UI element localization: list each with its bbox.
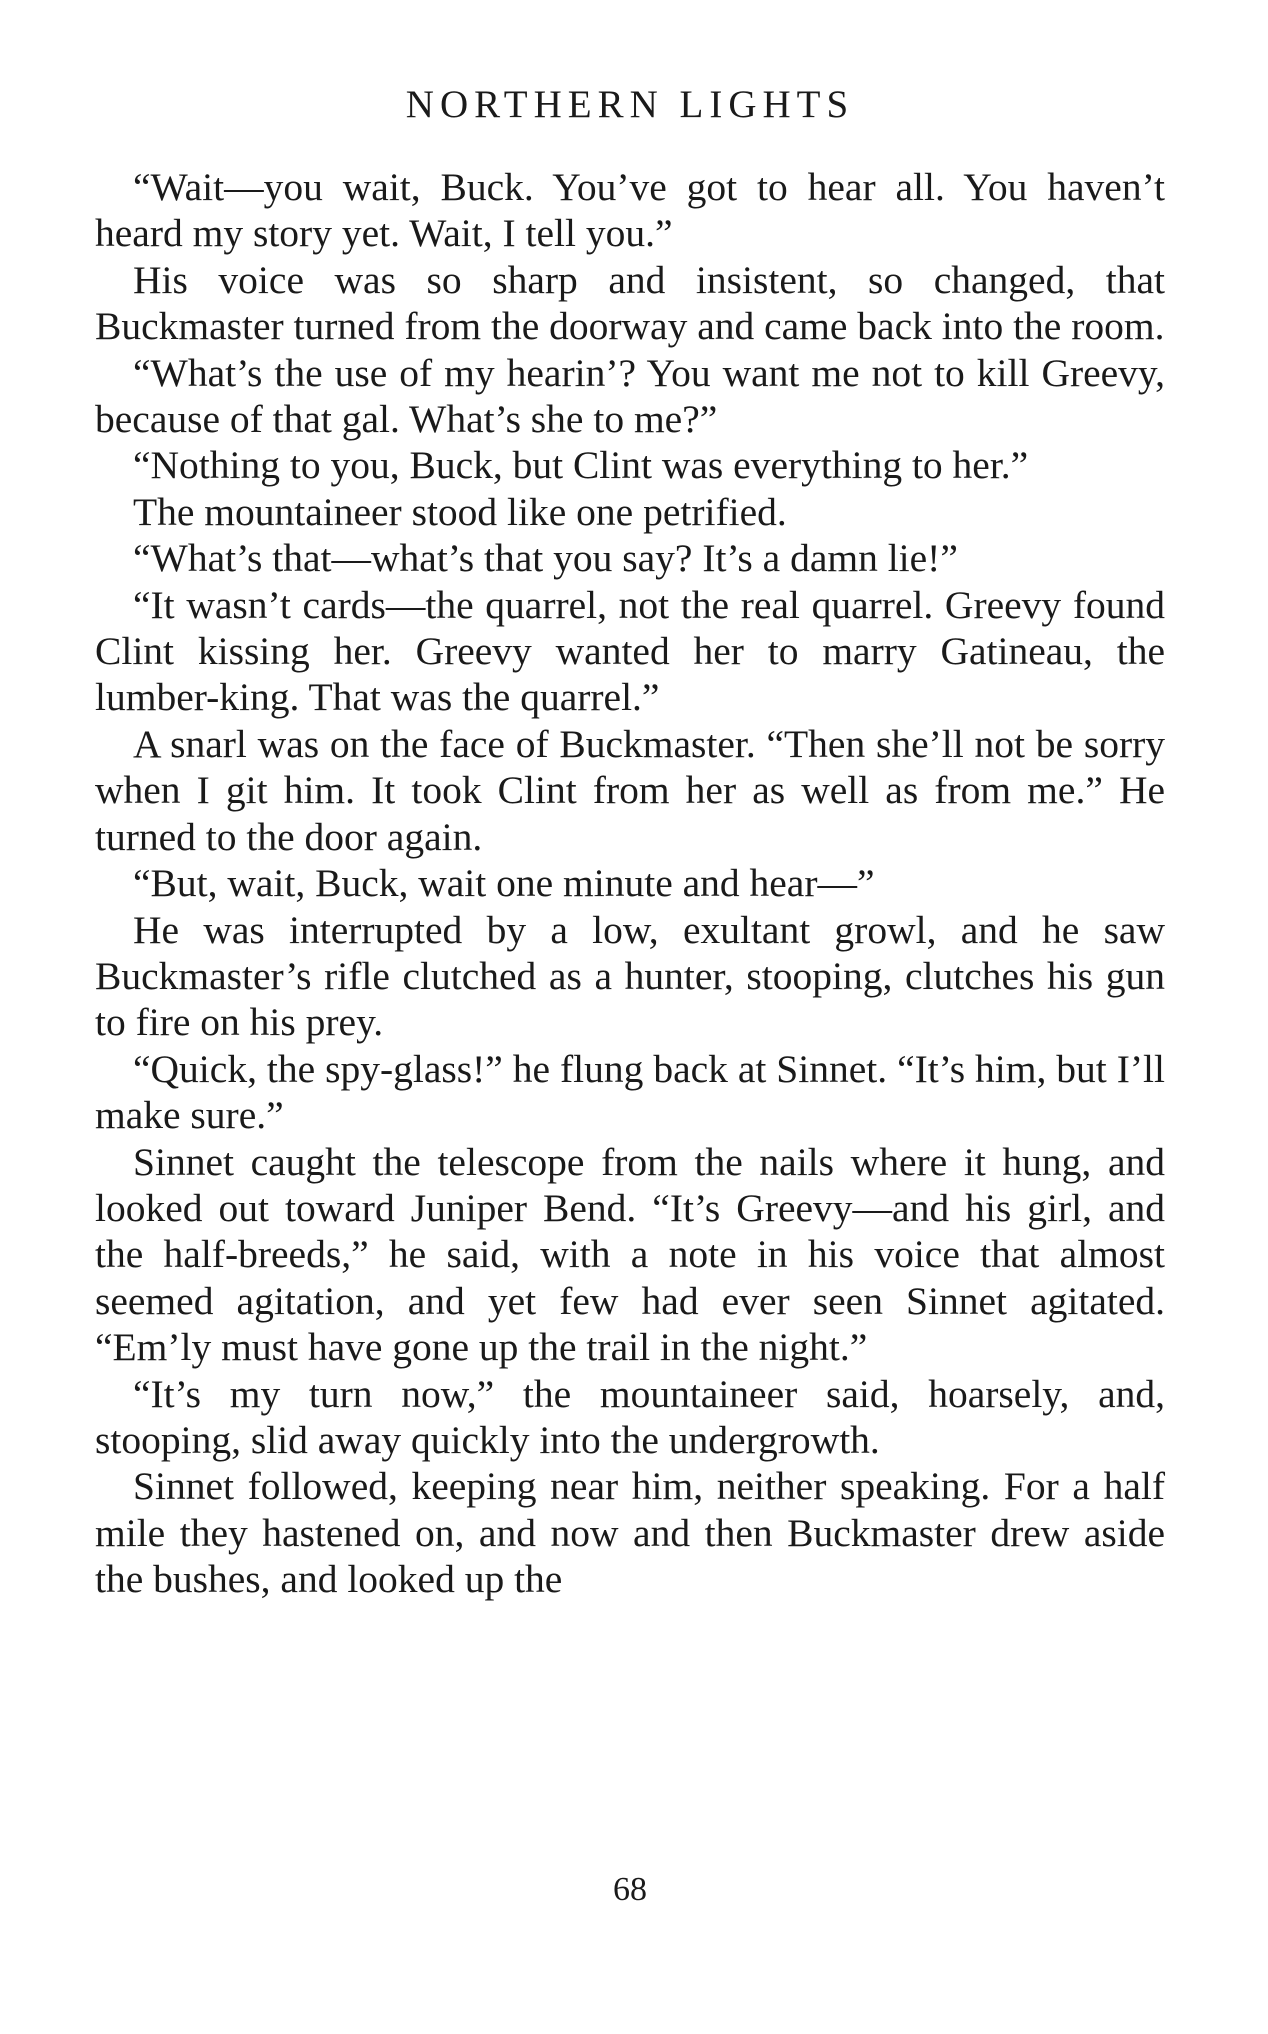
paragraph-3: “What’s the use of my hearin’? You want me not to kill Greevy, because of that gal. What’s she to me?” xyxy=(95,350,1165,442)
body-text xyxy=(95,164,1165,1603)
paragraph-11: “Quick, the spy-glass!” he flung back at Sinnet. “It’s him, but I’ll make sure.” xyxy=(95,1046,1165,1138)
paragraph-9: “But, wait, Buck, wait one minute and hear—” xyxy=(133,861,875,906)
paragraph-14: Sinnet followed, keeping near him, neither speaking. For a half mile they hastened on, and now and then Buckmaster drew aside the bushes, and looked up the xyxy=(95,1464,1165,1602)
page-number: 68 xyxy=(613,1871,647,1908)
paragraph-12: Sinnet caught the telescope from the nails where it hung, and looked out toward Juniper Bend. “It’s Greevy—and his girl, and the half-breeds,” he said, with a note in his voice that almost seemed agitation, and yet few had ever seen Sinnet agitated. “Em’ly must have gone up the trail in the night.” xyxy=(95,1139,1165,1370)
paragraph-6: “What’s that—what’s that you say? It’s a damn lie!” xyxy=(133,536,958,581)
paragraph-13: “It’s my turn now,” the mountaineer said, hoarsely, and, stooping, slid away quickly into the undergrowth. xyxy=(95,1371,1165,1462)
paragraph-10: He was interrupted by a low, exultant growl, and he saw Buckmaster’s rifle clutched as a hunter, stooping, clutches his gun to fire on his prey. xyxy=(95,907,1165,1045)
paragraph-2: His voice was so sharp and insistent, so changed, that Buckmaster turned from the doorway and came back into the room. xyxy=(95,257,1165,349)
running-head: NORTHERN LIGHTS xyxy=(405,83,855,126)
paragraph-7: “It wasn’t cards—the quarrel, not the real quarrel. Greevy found Clint kissing her. Greevy wanted her to marry Gatineau, the lumber-king. That was the quarrel.” xyxy=(95,582,1165,720)
book-page xyxy=(95,70,1165,2010)
paragraph-1: “Wait—you wait, Buck. You’ve got to hear all. You haven’t heard my story yet. Wait, I tell you.” xyxy=(95,165,1165,256)
paragraph-5: The mountaineer stood like one petrified. xyxy=(133,489,787,534)
paragraph-8: A snarl was on the face of Buckmaster. “Then she’ll not be sorry when I git him. It took Clint from her as well as from me.” He turned to the door again. xyxy=(95,721,1165,859)
paragraph-4: “Nothing to you, Buck, but Clint was everything to her.” xyxy=(133,443,1029,488)
